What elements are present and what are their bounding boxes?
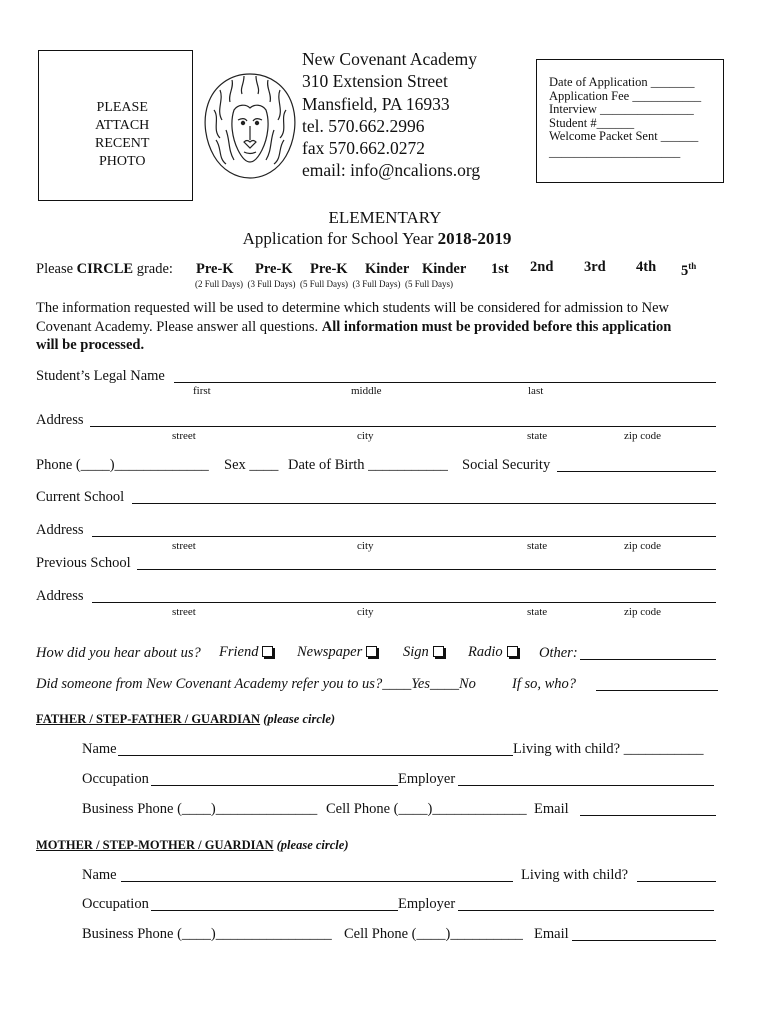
previous-school-field[interactable] [137, 569, 716, 570]
grade-option-kinder-5[interactable]: Kinder [422, 261, 467, 277]
previous-school-address-label: Address [36, 588, 84, 604]
address-part-street: street [172, 430, 196, 442]
school-address [302, 48, 480, 182]
mother-name-field[interactable] [121, 881, 513, 882]
father-occupation-label: Occupation [82, 771, 149, 787]
student-phone-field[interactable]: Phone (____)_____________ [36, 457, 209, 473]
address-part-city: city [357, 606, 374, 618]
hear-option-friend[interactable]: Friend [219, 644, 273, 661]
grade-option-1st[interactable]: 1st [491, 261, 509, 277]
hear-option-sign[interactable]: Sign [403, 644, 444, 661]
application-fee-field[interactable]: Application Fee ___________ [549, 88, 702, 103]
father-business-phone-field[interactable]: Business Phone (____)______________ [82, 801, 318, 817]
checkbox-icon[interactable] [433, 646, 444, 657]
student-legal-name-label: Student’s Legal Name [36, 368, 165, 384]
address-part-city: city [357, 430, 374, 442]
photo-instructions: PLEASE ATTACH RECENT PHOTO [95, 100, 150, 169]
hear-other-field[interactable] [580, 659, 716, 660]
grade-prompt: Please CIRCLE grade: [36, 261, 173, 277]
checkbox-icon[interactable] [366, 646, 377, 657]
referral-who-label: If so, who? [512, 676, 577, 692]
student-ssn-field[interactable] [557, 471, 716, 472]
father-employer-label: Employer [398, 771, 456, 787]
grade-notes: (2 Full Days) (3 Full Days) (5 Full Days) (3 Full Days) (5 Full Days) [195, 279, 453, 289]
name-part-first: first [193, 385, 211, 397]
mother-cell-phone-field[interactable]: Cell Phone (____)__________ [344, 926, 523, 942]
address-part-state: state [527, 540, 548, 552]
mother-employer-field[interactable] [458, 910, 714, 911]
current-school-address-field[interactable] [92, 536, 716, 537]
school-name: New Covenant Academy [302, 49, 477, 69]
mother-business-phone-field[interactable]: Business Phone (____)________________ [82, 926, 332, 942]
lion-head-icon [200, 70, 300, 182]
mother-employer-label: Employer [398, 896, 456, 912]
referral-question[interactable]: Did someone from New Covenant Academy refer you to us?____Yes____No [36, 676, 476, 692]
current-school-label: Current School [36, 489, 125, 505]
grade-option-prek-5[interactable]: Pre-K [310, 261, 348, 277]
grade-option-3rd[interactable]: 3rd [584, 259, 606, 275]
interview-field[interactable]: Interview _______________ [549, 102, 694, 116]
father-section-heading: FATHER / STEP-FATHER / GUARDIAN (please circle) [36, 712, 336, 726]
checkbox-icon[interactable] [507, 646, 518, 657]
mother-living-label: Living with child? [521, 867, 629, 883]
student-ssn-label: Social Security [462, 457, 551, 473]
hear-other-label: Other: [539, 645, 578, 661]
school-city: Mansfield, PA 16933 [302, 93, 450, 114]
address-part-zip: zip code [624, 430, 661, 442]
address-part-zip: zip code [624, 540, 661, 552]
school-street: 310 Extension Street [302, 71, 448, 92]
hear-option-newspaper[interactable]: Newspaper [297, 644, 377, 661]
grade-option-prek-3[interactable]: Pre-K [255, 261, 293, 277]
form-subtitle: Application for School Year 2018-2019 [242, 229, 512, 248]
grade-option-2nd[interactable]: 2nd [530, 259, 554, 275]
father-occupation-field[interactable] [151, 785, 398, 786]
father-email-field[interactable] [580, 815, 716, 816]
office-use-box [536, 59, 724, 183]
office-blank-field[interactable]: _____________________ [549, 145, 681, 159]
date-of-application-field[interactable]: Date of Application _______ [549, 75, 695, 89]
grade-option-kinder-3[interactable]: Kinder [365, 261, 410, 277]
school-fax: fax 570.662.0272 [302, 138, 425, 159]
hear-option-radio[interactable]: Radio [468, 644, 518, 661]
current-school-address-label: Address [36, 522, 84, 538]
mother-email-label: Email [534, 926, 569, 942]
school-year: 2018-2019 [437, 229, 512, 248]
photo-box[interactable] [38, 50, 193, 201]
address-part-street: street [172, 540, 196, 552]
previous-school-address-field[interactable] [92, 602, 716, 603]
current-school-field[interactable] [132, 503, 716, 504]
mother-living-field[interactable] [637, 881, 716, 882]
name-part-middle: middle [351, 385, 382, 397]
address-part-state: state [527, 430, 548, 442]
father-email-label: Email [534, 801, 569, 817]
father-employer-field[interactable] [458, 785, 714, 786]
mother-email-field[interactable] [572, 940, 716, 941]
father-name-label: Name [82, 741, 117, 757]
address-part-city: city [357, 540, 374, 552]
father-living-field[interactable]: Living with child? ___________ [513, 741, 704, 757]
father-name-field[interactable] [118, 755, 513, 756]
address-part-zip: zip code [624, 606, 661, 618]
address-part-state: state [527, 606, 548, 618]
school-email: email: info@ncalions.org [302, 160, 481, 181]
checkbox-icon[interactable] [262, 646, 273, 657]
welcome-packet-field[interactable]: Welcome Packet Sent ______ [549, 129, 699, 143]
referral-who-field[interactable] [596, 690, 718, 691]
student-sex-field[interactable]: Sex ____ [224, 457, 279, 473]
grade-option-5th[interactable]: 5th [681, 261, 697, 279]
mother-section-heading: MOTHER / STEP-MOTHER / GUARDIAN (please circle) [36, 838, 349, 852]
hear-question: How did you hear about us? [36, 645, 201, 661]
grade-option-4th[interactable]: 4th [636, 259, 657, 275]
mother-name-label: Name [82, 867, 117, 883]
grade-option-prek-2[interactable]: Pre-K [196, 261, 234, 277]
name-part-last: last [528, 385, 544, 397]
student-address-label: Address [36, 412, 84, 428]
father-cell-phone-field[interactable]: Cell Phone (____)_____________ [326, 801, 527, 817]
student-dob-field[interactable]: Date of Birth ___________ [288, 457, 448, 473]
previous-school-label: Previous School [36, 555, 131, 571]
student-number-field[interactable]: Student #______ [549, 115, 635, 130]
form-title: ELEMENTARY [328, 208, 442, 227]
mother-occupation-label: Occupation [82, 896, 149, 912]
mother-occupation-field[interactable] [151, 910, 398, 911]
address-part-street: street [172, 606, 196, 618]
student-address-field[interactable] [90, 426, 716, 427]
student-legal-name-field[interactable] [174, 382, 716, 383]
intro-paragraph: The information requested will be used to determine which students will be considered for admission to New Covenant Academy. Please answer all questions. All information must be provided before this application will be processed. [36, 300, 672, 353]
school-tel: tel. 570.662.2996 [302, 115, 425, 136]
